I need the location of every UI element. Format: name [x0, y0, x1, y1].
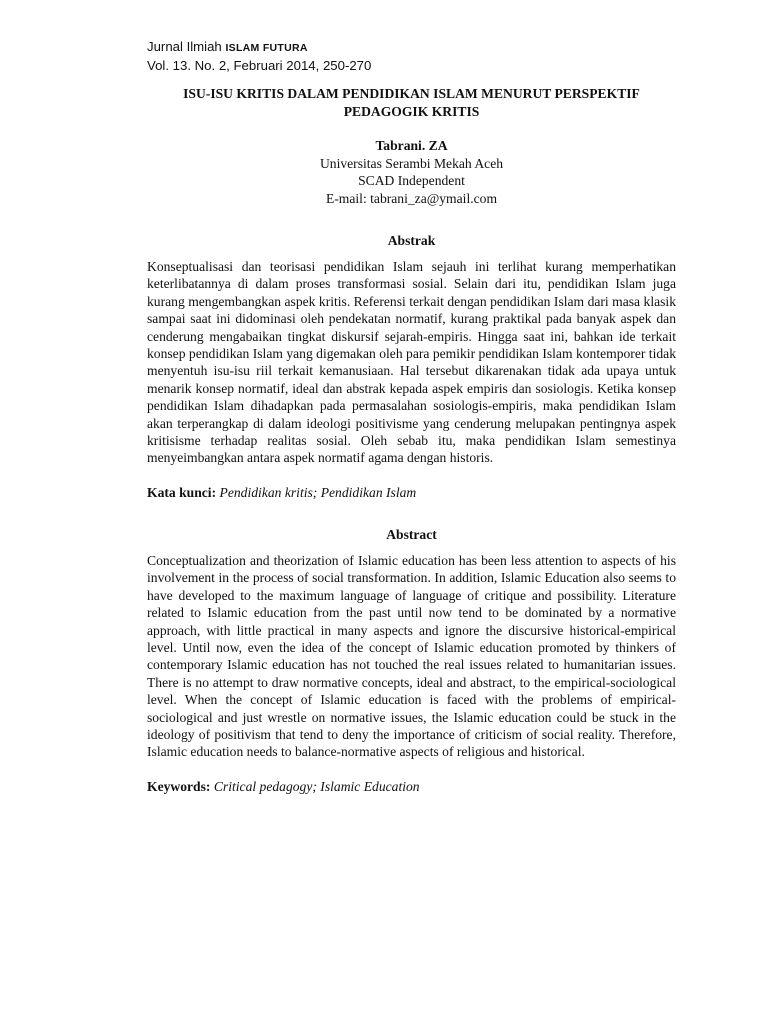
author-name: Tabrani. ZA	[375, 138, 448, 153]
paper-title-line-1: ISU-ISU KRITIS DALAM PENDIDIKAN ISLAM MENURUT PERSPEKTIF	[183, 86, 640, 101]
paper-page	[147, 38, 676, 795]
journal-header	[147, 38, 676, 74]
kata-kunci-label: Kata kunci:	[147, 484, 217, 500]
keywords-value: Critical pedagogy; Islamic Education	[213, 778, 420, 794]
abstrak-text: Konseptualisasi dan teorisasi pendidikan Islam sejauh ini terlihat kurang memperhatikan keterlibatannya di dalam proses transformasi sosial. Selain dari itu, pendidikan Islam juga kurang mengembangkan aspek kritis. Referensi terkait dengan pendidikan Islam dari masa klasik sampai saat ini didominasi oleh pendekatan normatif, kurang praktikal pada banyak aspek dan cenderung mengabaikan tingkat diskursif sejarah-empiris. Hingga saat ini, bahkan ide terkait konsep pendidikan Islam yang digemakan oleh para pemikir pendidikan Islam kontemporer tidak menyentuh isu-isu riil terkait kemanusiaan. Hal tersebut dikarenakan tidak ada upaya untuk menarik konsep normatif, ideal dan abstrak kepada aspek empiris dan sosiologis. Ketika konsep pendidikan Islam dihadapkan pada permasalahan sosiologis-empiris, maka pendidikan Islam akan terperangkap di dalam ideologi positivisme yang cenderung melupakan pentingnya aspek kritisisme terhadap realitas sosial. Oleh sebab itu, maka pendidikan Islam semestinya menyeimbangkan antara aspek normatif agama dengan historis.	[147, 259, 676, 466]
abstract-heading: Abstract	[386, 526, 437, 542]
author-block	[147, 137, 676, 207]
journal-volume-line: Vol. 13. No. 2, Februari 2014, 250-270	[147, 58, 372, 73]
abstract-text: Conceptualization and theorization of Islamic education has been less attention to aspects of his involvement in the process of social transformation. In addition, Islamic Education also seems to have developed to the maximum language of language of critique and possibility. Literature related to Islamic education from the past until now tend to be dominated by a normative approach, with little practical in many aspects and ignore the discursive historical-empirical level. Until now, even the idea of the concept of Islamic education promoted by thinkers of contemporary Islamic education has not touched the real issues related to humanitarian issues. There is no attempt to draw normative concepts, ideal and abstract, to the empirical-sociological level. When the concept of Islamic education is faced with the problems of empirical-sociological and just wrestle on normative issues, the Islamic education could be stuck in the ideology of positivism that tend to deny the importance of criticism of social reality. Therefore, Islamic education needs to balance-normative aspects of religious and historical.	[147, 552, 676, 760]
abstrak-heading: Abstrak	[387, 233, 436, 248]
author-affiliation-1: Universitas Serambi Mekah Aceh	[319, 155, 504, 171]
author-affiliation-2: SCAD Independent	[358, 173, 465, 188]
author-email: E-mail: tabrani_za@ymail.com	[325, 190, 498, 206]
keywords	[147, 778, 676, 795]
journal-name: ISLAM FUTURA	[225, 42, 308, 54]
journal-prefix: Jurnal Ilmiah	[147, 39, 222, 54]
journal-title-line	[147, 38, 676, 57]
keywords-label: Keywords:	[147, 778, 211, 794]
kata-kunci-value: Pendidikan kritis; Pendidikan Islam	[219, 484, 417, 500]
paper-title	[147, 85, 676, 120]
paper-title-line-2: PEDAGOGIK KRITIS	[343, 103, 480, 119]
kata-kunci	[147, 484, 676, 501]
